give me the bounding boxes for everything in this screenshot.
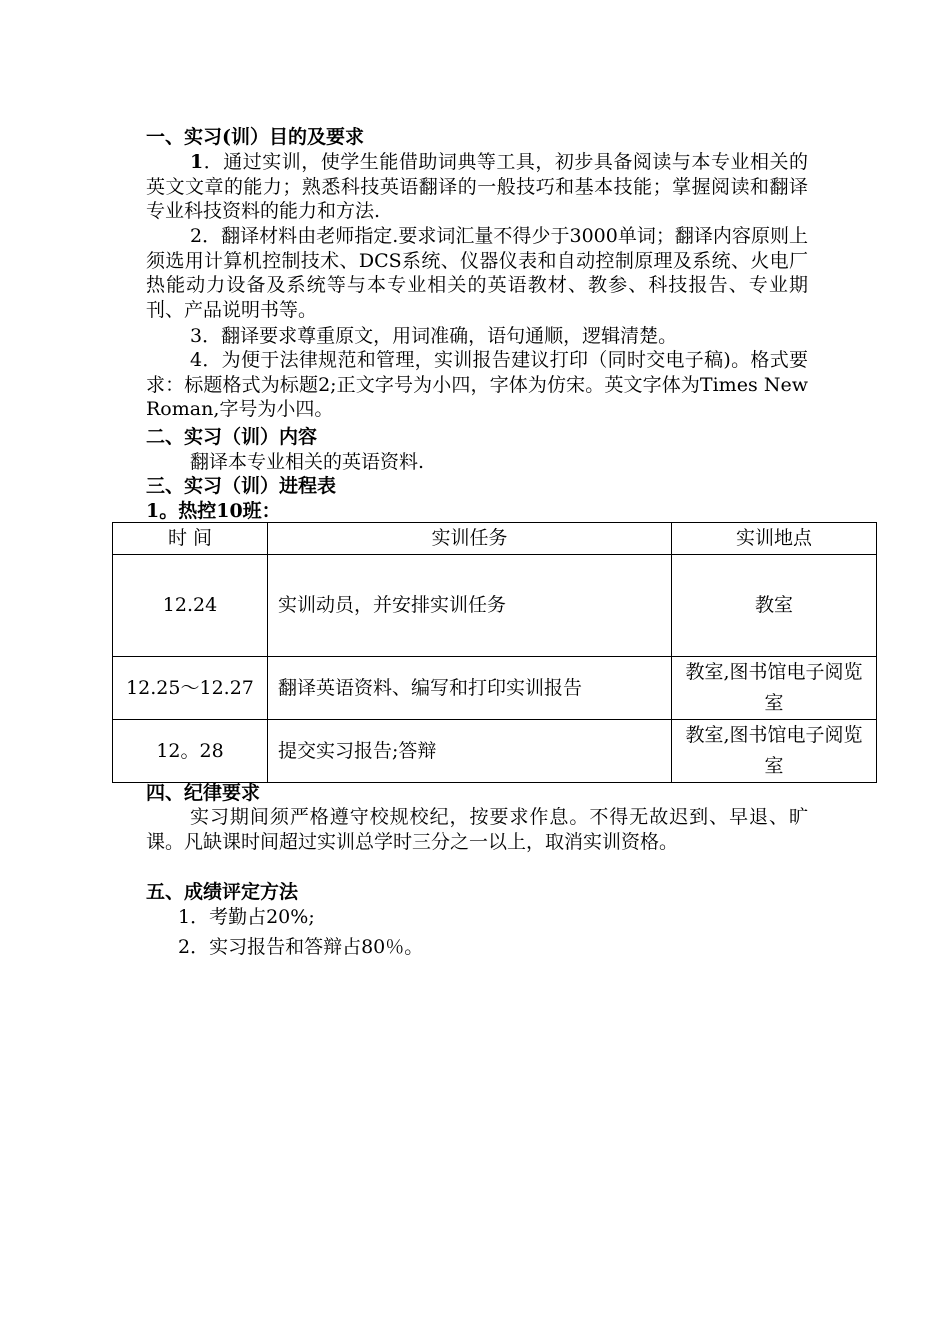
item1-number: 1 — [190, 151, 204, 173]
row-location: 教室 — [672, 555, 877, 657]
row-location: 教室,图书馆电子阅览室 — [672, 657, 877, 720]
section4-heading: 四、纪律要求 — [146, 782, 261, 804]
row-time: 12.24 — [113, 555, 268, 657]
section1-item1 — [146, 150, 808, 224]
row-location: 教室,图书馆电子阅览室 — [672, 720, 877, 783]
table-header-row — [113, 523, 877, 555]
section1-item4: 4．为便于法律规范和管理，实训报告建议打印（同时交电子稿)。格式要求：标题格式为标题2;正文字号为小四，字体为仿宋。英文字体为Times New Roman,字号为小四。 — [146, 349, 808, 420]
schedule-table — [112, 522, 877, 783]
row-task: 提交实习报告;答辩 — [268, 720, 672, 783]
row-time: 12。28 — [113, 720, 268, 783]
row-task: 翻译英语资料、编写和打印实训报告 — [268, 657, 672, 720]
table-row — [113, 555, 877, 657]
section4-text: 实习期间须严格遵守校规校纪，按要求作息。不得无故迟到、早退、旷课。凡缺课时间超过实训总学时三分之一以上，取消实训资格。 — [146, 806, 808, 853]
header-location: 实训地点 — [672, 523, 877, 555]
table-row — [113, 657, 877, 720]
header-task: 实训任务 — [268, 523, 672, 555]
header-time: 时 间 — [113, 523, 268, 555]
class-heading: 1。热控10班： — [146, 500, 281, 522]
section5-item2: 2．实习报告和答辩占80％。 — [178, 936, 424, 958]
section1-heading: 一、实习(训）目的及要求 — [146, 126, 364, 148]
row-task: 实训动员，并安排实训任务 — [268, 555, 672, 657]
table-row — [113, 720, 877, 783]
item1-text: ．通过实训，使学生能借助词典等工具，初步具备阅读与本专业相关的英文文章的能力；熟悉科技英语翻译的一般技巧和基本技能；掌握阅读和翻译专业科技资料的能力和方法. — [146, 151, 808, 222]
section5-heading: 五、成绩评定方法 — [146, 881, 299, 903]
section1-item3: 3．翻译要求尊重原文，用词准确，语句通顺，逻辑清楚。 — [190, 325, 678, 347]
section1-item2: 2．翻译材料由老师指定.要求词汇量不得少于3000单词；翻译内容原则上须选用计算机控制技术、DCS系统、仪器仪表和自动控制原理及系统、火电厂热能动力设备及系统等与本专业相关的英语教材、教参、科技报告、专业期刊、产品说明书等。 — [146, 225, 808, 321]
section3-heading: 三、实习（训）进程表 — [146, 475, 337, 497]
section5-item1: 1．考勤占20%; — [178, 906, 315, 928]
section2-text: 翻译本专业相关的英语资料. — [190, 451, 425, 473]
section2-heading: 二、实习（训）内容 — [146, 426, 318, 448]
row-time: 12.25～12.27 — [113, 657, 268, 720]
